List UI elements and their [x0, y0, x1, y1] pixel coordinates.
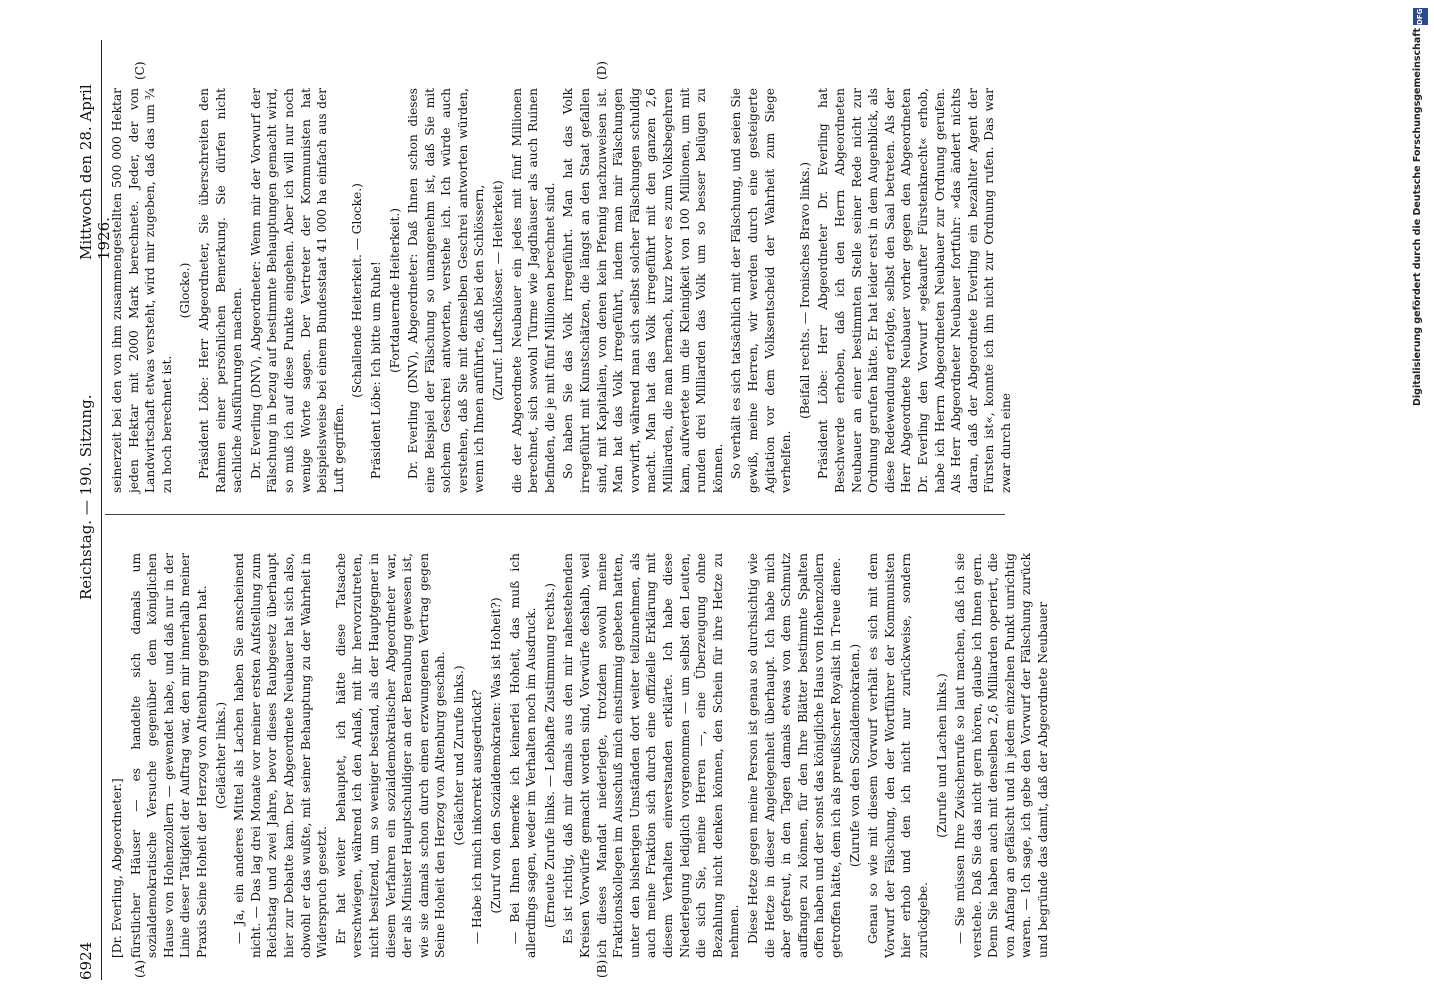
paragraph: Er hat weiter behauptet, ich hätte diese Tatsache verschwiegen, während ich den Anlaß, mit ihr hervorzutreten, nicht besitzend, um so weniger bestand, als der Hauptgegner in diesem Verfahren ein sozialdemokratischer Abgeordneter war, der als Minister Hauptschuldiger an der Beraubung gewesen ist, wie sie damals schon durch einen erzwungenen Vertrag gegen Seine Hoheit den Herzog von Altenburg geschah. [333, 553, 448, 958]
interjection: (Beifall rechts. — Ironisches Bravo links.) [797, 162, 812, 419]
interjection: (Zuruf von den Sozialdemokraten: Was ist Hoheit?) [489, 597, 504, 914]
interjection: (Gelächter und Zurufe links.) [451, 665, 466, 846]
paragraph: — Habe ich mich inkorrekt ausgedrückt? [470, 689, 485, 944]
funding-note: Digitalisierung gefördert durch die Deutsche Forschungsgemeinschaft [1412, 28, 1423, 406]
interjection: (Erneute Zurufe links. — Lebhafte Zustimmung rechts.) [542, 582, 557, 929]
margin-mark-b: (B) [595, 959, 609, 978]
paragraph: Diese Hetze gegen meine Person ist genau so durchsichtig wie die Hetze in dieser Angelegenheit überhaupt. Ich habe mich aber gefreut, in den Tagen damals etwas von dem Schmutz auffangen zu können, für den Ihre Blätter bestimmte Spalten offen haben und der sonst das königliche Haus von Hohenzollern getroffen hätte, dem ich als preußischer Royalist in Treue diene. [745, 553, 843, 958]
interjection: (Fortdauernde Heiterkeit.) [387, 208, 402, 373]
interjection: (Zurufe von den Sozialdemokraten.) [847, 643, 862, 868]
margin-mark-d: (D) [595, 61, 609, 80]
interjection: (Zuruf: Luftschlösser. — Heiterkeit) [491, 180, 506, 401]
paragraph: Präsident Löbe: Herr Abgeordneter Dr. Everling hat Beschwerde erhoben, daß ich den Herrn Abgeordneten Neubauer an einer bestimmten Stelle seiner Rede nicht zur Ordnung gerufen hätte. Er hat leider erst in dem Augenblick, als diese Redewendung erfolgte, selbst den Saal betreten. Als der Herr Abgeordnete Neubauer vorher gegen den Abgeordneten Dr. Everling den Vorwurf »gekaufter Fürstenknecht« erhob, habe ich Herrn Abgeordneten Neubauer zur Ordnung gerufen. Als Herr Abgeordneter Neubauer fortfuhr: »das ändert nichts daran, daß der Abgeordnete Everling ein bezahlter Agent der Fürsten ist«, konnte ich ihn nicht zur Ordnung rufen. Das war zwar durch eine [816, 88, 1013, 493]
column-divider [105, 514, 1005, 515]
interjection: (Glocke.) [178, 262, 193, 319]
paragraph: Dr. Everling (DNV), Abgeordneter: Wenn mir der Vorwurf der Fälschung in bezug auf bestimmte Behauptungen gemacht wird, so muß ich auf diese Punkte eingehen. Aber ich will nur noch wenige Worte sagen. Der Vertreter der Kommunisten hat beispielsweise bei einem Bundesstaat 41 000 ha einfach aus der Luft gegriffen. [248, 88, 346, 493]
paragraph: — Sie müssen Ihre Zwischenrufe so laut machen, daß ich sie verstehe. Daß Sie das nicht gern hören, glaube ich Ihnen gern. Denn Sie haben auch mit denselben 2,6 Milliarden operiert, die von Anfang an gefälscht und in jedem einzelnen Punkt unrichtig waren. — Ich sage, ich gebe den Vorwurf der Fälschung zurück und begründe das damit, daß der Abgeordnete Neubauer [953, 553, 1051, 958]
paragraph: seinerzeit bei den von ihm zusammengestellten 500 000 Hektar jeden Hektar mit 2000 Mark berechnete. Jeder, der von Landwirtschaft etwas versteht, wird mir zugeben, daß das um ¾ zu hoch berechnet ist. [110, 88, 174, 493]
paragraph: fürstlicher Häuser — es handelte sich damals um sozialdemokratische Versuche gegenüber dem königlichen Hause von Hohenzollern — gewendet habe, und daß nur in der Linie dieser Tätigkeit der Auftrag war, den mir innerhalb meiner Praxis Seine Hoheit der Herzog von Altenburg gegeben hat. [128, 553, 209, 958]
dfg-logo: DFG [1413, 8, 1428, 25]
interjection: (Schallende Heiterkeit. — Glocke.) [350, 183, 365, 398]
paragraph: Präsident Löbe: Herr Abgeordneter, Sie überschreiten den Rahmen einer persönlichen Bemerkung. Sie dürfen nicht sachliche Ausführungen machen. [196, 88, 245, 493]
right-column [109, 88, 1016, 493]
left-column [109, 553, 1054, 958]
paragraph: Genau so wie mit diesem Vorwurf verhält es sich mit dem Vorwurf der Fälschung, den der Wortführer der Kommunisten hier erhob und den ich nicht nur zurückweise, sondern zurückgebe. [866, 553, 930, 958]
paragraph: — Bei Ihnen bemerke ich keinerlei Hoheit, das muß ich allerdings sagen, weder im Verhalten noch im Ausdruck. [507, 553, 539, 958]
margin-mark-a: (A) [133, 959, 147, 978]
paragraph: So haben Sie das Volk irregeführt. Man hat das Volk irregeführt mit Kunstschätzen, die längst an den Staat gefallen sind, mit Kapitalien, von denen kein Pfennig nachzuweisen ist. Man hat das Volk irregeführt, indem man mir Fälschungen vorwirft, während man sich selbst solcher Fälschungen schuldig macht. Man hat das Volk irregeführt mit den ganzen 2,6 Milliarden, die man hernach, kurz bevor es zum Volksbegehren kam, aufwertete um die Kleinigkeit von 100 Millionen, um mit runden drei Milliarden das Volk um so besser belügen zu können. [561, 88, 725, 493]
paragraph: So verhält es sich tatsächlich mit der Fälschung, und seien Sie gewiß, meine Herren, wir werden durch eine gesteigerte Agitation vor dem Volksentscheid der Wahrheit zum Siege verhelfen. [729, 88, 794, 493]
paragraph: die der Abgeordnete Neubauer ein jedes mit fünf Millionen berechnet, sich sowohl Türme wie Jagdhäuser als auch Ruinen befinden, die je mit fünf Millionen berechnet sind. [509, 88, 557, 493]
funding-sidebar [1412, 8, 1430, 768]
speaker-continuation: [Dr. Everling, Abgeordneter.] [110, 778, 124, 958]
interjection: (Gelächter links.) [213, 701, 228, 810]
session-title: Reichstag. — 190. Sitzung. [77, 394, 95, 600]
session-date: Mittwoch den 28. April 1926. [77, 84, 113, 260]
paragraph: Dr. Everling (DNV), Abgeordneter: Daß Ihnen schon dieses eine Beispiel der Fälschung so unangenehm ist, daß Sie mit solchem Geschrei antworten, verstehe ich. Ich würde auch verstehen, daß Sie mit demselben Geschrei antworten würden, wenn ich Ihnen anführte, daß bei den Schlössern, [406, 88, 487, 493]
paragraph: — Ja, ein anderes Mittel als Lachen haben Sie anscheinend nicht. — Das lag drei Monate vor meiner ersten Aufstellung zum Reichstag und zwei Jahre, bevor dieses Raubgesetz überhaupt hier zur Debatte kam. Der Abgeordnete Neubauer hat sich also, obwohl er das wußte, mit seiner Behauptung zu der Wahrheit in Widerspruch gesetzt. [232, 553, 330, 958]
scanned-page [75, 40, 1425, 980]
paragraph: Es ist richtig, daß mir damals aus den mir nahestehenden Kreisen Vorwürfe gemacht worden sind, Vorwürfe deshalb, weil ich dieses Mandat niederlegte, trotzdem sowohl meine Fraktionskollegen im Ausschuß mich einstimmig gebeten hatten, unter den bisherigen Umständen dort weiter teilzunehmen, als auch meine Fraktion sich durch eine offizielle Erklärung mit diesem Verhalten einverstanden erklärte. Ich habe diese Niederlegung lediglich vorgenommen — um selbst den Leuten, die sich Sie, meine Herren —, eine Überzeugung ohne Bezahlung nicht denken können, den Schein für ihre Hetze zu nehmen. [561, 553, 742, 958]
paragraph: Präsident Löbe: Ich bitte um Ruhe! [368, 261, 383, 479]
page-number: 6924 [77, 941, 95, 980]
page-header [75, 40, 113, 980]
margin-mark-c: (C) [133, 61, 147, 80]
interjection: (Zurufe und Lachen links.) [934, 673, 949, 838]
